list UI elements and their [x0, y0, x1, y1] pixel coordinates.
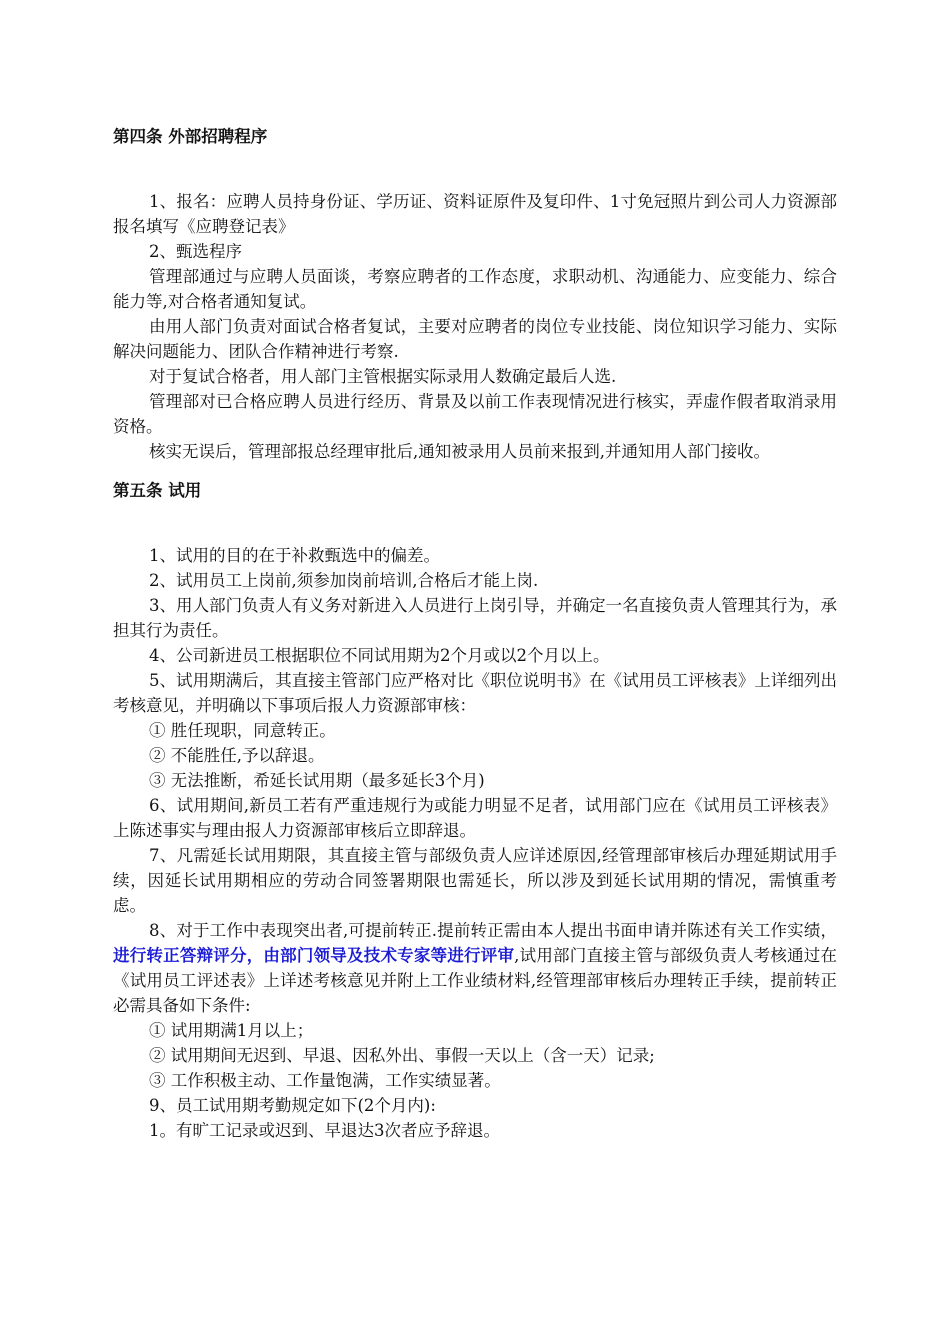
list-item: ① 试用期满1月以上； — [149, 1021, 314, 1040]
list-item: ② 试用期间无迟到、早退、因私外出、事假一天以上（含一天）记录; — [149, 1046, 655, 1065]
item-8-text-after: ,试用部门直接主管与部级负责人考核通过在《试用员工评述表》上详述考核意见并附上工作业绩材料,经管理部审核后办理转正手续，提前转正必需具备如下条件: — [113, 946, 838, 1015]
paragraph: 5、试用期满后，其直接主管部门应严格对比《职位说明书》在《试用员工评核表》上详细列出考核意见，并明确以下事项后报人力资源部审核： — [113, 671, 837, 715]
paragraph: 1。有旷工记录或迟到、早退达3次者应予辞退。 — [149, 1121, 500, 1140]
paragraph: 2、甄选程序 — [149, 242, 242, 261]
paragraph: 2、试用员工上岗前,须参加岗前培训,合格后才能上岗. — [149, 571, 539, 590]
paragraph: 管理部通过与应聘人员面谈，考察应聘者的工作态度，求职动机、沟通能力、应变能力、综合能力等,对合格者通知复试。 — [113, 267, 837, 311]
highlighted-text: 进行转正答辩评分，由部门领导及技术专家等进行评审 — [113, 946, 515, 965]
list-item: ① 胜任现职，同意转正。 — [149, 721, 336, 740]
paragraph: 核实无误后，管理部报总经理审批后,通知被录用人员前来报到,并通知用人部门接收。 — [149, 442, 770, 461]
paragraph: 1、报名：应聘人员持身份证、学历证、资料证原件及复印件、1寸免冠照片到公司人力资源部报名填写《应聘登记表》 — [113, 192, 837, 236]
list-item: ③ 工作积极主动、工作量饱满，工作实绩显著。 — [149, 1071, 501, 1090]
paragraph: 由用人部门负责对面试合格者复试，主要对应聘者的岗位专业技能、岗位知识学习能力、实际解决问题能力、团队合作精神进行考察. — [113, 317, 837, 361]
list-item: ② 不能胜任,予以辞退。 — [149, 746, 325, 765]
section-4-title: 第四条 外部招聘程序 — [113, 127, 268, 146]
paragraph: 4、公司新进员工根据职位不同试用期为2个月或以2个月以上。 — [149, 646, 610, 665]
paragraph-item-8 — [113, 918, 837, 1018]
paragraph: 对于复试合格者，用人部门主管根据实际录用人数确定最后人选. — [149, 367, 617, 386]
list-item: ③ 无法推断，希延长试用期（最多延长3个月) — [149, 771, 485, 790]
paragraph: 6、试用期间,新员工若有严重违规行为或能力明显不足者，试用部门应在《试用员工评核表》上陈述事实与理由报人力资源部审核后立即辞退。 — [113, 796, 837, 840]
document-body — [113, 124, 837, 1143]
paragraph: 7、凡需延长试用期限，其直接主管与部级负责人应详述原因,经管理部审核后办理延期试用手续，因延长试用期相应的劳动合同签署期限也需延长，所以涉及到延长试用期的情况，需慎重考虑。 — [113, 846, 837, 915]
paragraph: 9、员工试用期考勤规定如下(2个月内): — [149, 1096, 436, 1115]
paragraph: 1、试用的目的在于补救甄选中的偏差。 — [149, 546, 440, 565]
paragraph: 3、用人部门负责人有义务对新进入人员进行上岗引导，并确定一名直接负责人管理其行为，承担其行为责任。 — [113, 596, 837, 640]
paragraph: 管理部对已合格应聘人员进行经历、背景及以前工作表现情况进行核实，弄虚作假者取消录用资格。 — [113, 392, 837, 436]
section-5-title: 第五条 试用 — [113, 481, 202, 500]
item-8-text-before: 8、对于工作中表现突出者,可提前转正.提前转正需由本人提出书面申请并陈述有关工作实绩， — [149, 921, 837, 940]
